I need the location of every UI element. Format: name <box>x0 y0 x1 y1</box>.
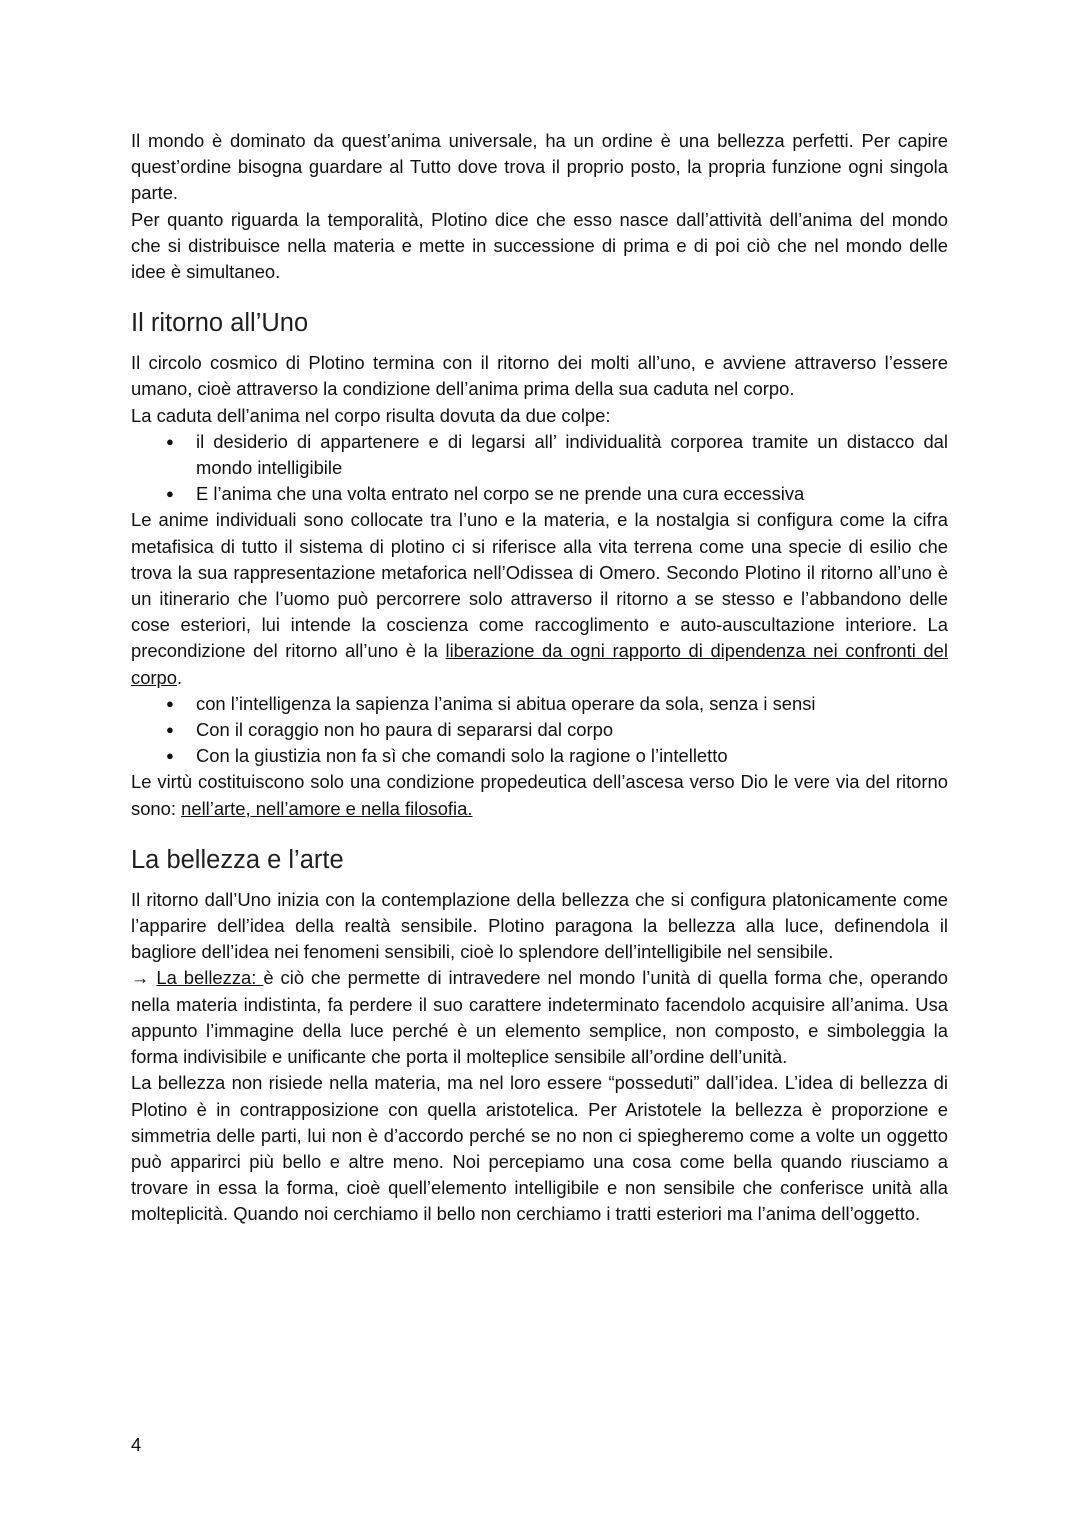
virtu-list <box>131 691 948 770</box>
document-page <box>131 128 948 1228</box>
list-item-text: E l’anima che una volta entrato nel corpo se ne prende una cura eccessiva <box>196 483 805 505</box>
ritorno-paragraph-2: La caduta dell’anima nel corpo risulta dovuta da due colpe: <box>131 404 611 426</box>
intro-paragraph-2: Per quanto riguarda la temporalità, Plotino dice che esso nasce dall’attività dell’anima del mondo che si distribuisce nella materia e mette in successione di prima e di poi ciò che nel mondo delle idee è simultaneo. <box>131 208 948 283</box>
underlined-phrase-liberazione: liberazione da ogni rapporto di dipendenza nei confronti del corpo <box>131 640 948 688</box>
ritorno-paragraph-4 <box>131 769 948 821</box>
bellezza-paragraph-1: Il ritorno dall’Uno inizia con la contemplazione della bellezza che si configura platonicamente come l’apparire dell’idea della realtà sensibile. Plotino paragona la bellezza alla luce, definendola il bagliore dell’idea nei fenomeni sensibili, cioè lo splendore dell’intelligibile nel sensibile. <box>131 888 948 963</box>
list-item-text: con l’intelligenza la sapienza l’anima si abitua operare da sola, senza i sensi <box>196 692 816 714</box>
section-heading-ritorno: Il ritorno all’Uno <box>131 309 309 338</box>
underlined-phrase-vie-ritorno: nell’arte, nell’amore e nella filosofia. <box>181 797 473 819</box>
list-item <box>131 717 948 743</box>
list-item <box>131 743 948 769</box>
bullet-icon: ● <box>166 695 174 711</box>
ritorno-paragraph-3-end: . <box>177 666 183 688</box>
bellezza-paragraph-3: La bellezza non risiede nella materia, ma nel loro essere “posseduti” dall’idea. L’idea di bellezza di Plotino è in contrapposizione con quella aristotelica. Per Aristotele la bellezza è proporzione e simmetria delle parti, lui non è d’accordo perché se no non ci spiegheremo come a volte un oggetto può apparirci più bello e altre meno. Noi percepiamo una cosa come bella quando riusciamo a trovare in essa la forma, cioè quell’elemento intelligibile e non sensibile che conferisce unità alla molteplicità. Quando noi cerchiamo il bello non cerchiamo i tratti esteriori ma l’anima dell’oggetto. <box>131 1072 948 1225</box>
arrow-icon: → <box>131 967 157 989</box>
ritorno-paragraph-4-text: Le virtù costituiscono solo una condizione propedeutica dell’ascesa verso Dio le vere via del ritorno sono: <box>131 771 948 819</box>
list-item-text: Con la giustizia non fa sì che comandi solo la ragione o l’intelletto <box>196 745 728 767</box>
colpe-list <box>131 429 948 508</box>
list-item-text: Con il coraggio non ho paura di separarsi dal corpo <box>196 719 614 741</box>
ritorno-paragraph-1: Il circolo cosmico di Plotino termina con il ritorno dei molti all’uno, e avviene attraverso l’essere umano, cioè attraverso la condizione dell’anima prima della sua caduta nel corpo. <box>131 352 948 400</box>
section-heading-bellezza: La bellezza e l’arte <box>131 845 344 874</box>
bullet-icon: ● <box>166 433 174 449</box>
page-number: 4 <box>131 1434 142 1455</box>
ritorno-paragraph-3-text: Le anime individuali sono collocate tra l’uno e la materia, e la nostalgia si configura come la cifra metafisica di tutto il sistema di plotino ci si riferisce alla vita terrena come una specie di esilio che trova la sua rappresentazione metaforica nell’Odissea di Omero. Secondo Plotino il ritorno all’uno è un itinerario che l’uomo può percorrere solo attraverso il ritorno a se stesso e l’abbandono delle cose esteriori, lui intende la coscienza come raccoglimento e auto-auscultazione interiore. La precondizione del ritorno all’uno è la <box>131 509 948 662</box>
bullet-icon: ● <box>166 748 174 764</box>
bellezza-paragraph-2-text: è ciò che permette di intravedere nel mondo l’unità di quella forma che, operando nella materia indistinta, fa perdere il suo carattere indeterminato facendolo acquisire all’anima. Usa appunto l’immagine della luce perché è un elemento semplice, non composto, e simboleggia la forma indivisibile e unificante che porta il molteplice sensibile all’ordine dell’unità. <box>131 967 948 1068</box>
bullet-icon: ● <box>166 722 174 738</box>
intro-paragraph-1: Il mondo è dominato da quest’anima universale, ha un ordine è una bellezza perfetti. Per capire quest’ordine bisogna guardare al Tutto dove trova il proprio posto, la propria funzione ogni singola parte. <box>131 130 948 204</box>
bellezza-paragraph-2 <box>131 965 948 1070</box>
ritorno-paragraph-3 <box>131 507 948 690</box>
list-item <box>131 691 948 717</box>
list-item <box>131 481 948 507</box>
bullet-icon: ● <box>166 486 174 502</box>
list-item <box>131 429 948 481</box>
underlined-phrase-bellezza: La bellezza: <box>156 967 264 989</box>
list-item-text: il desiderio di appartenere e di legarsi all’ individualità corporea tramite un distacco dal mondo intelligibile <box>196 430 948 479</box>
